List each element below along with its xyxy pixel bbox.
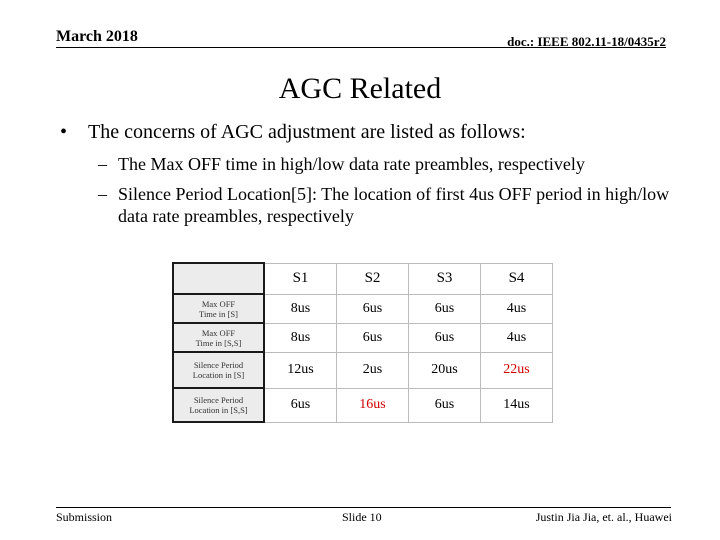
row-label-line: Location in [S,S] — [189, 405, 248, 415]
table-cell: 20us — [409, 352, 481, 388]
sub-bullet-text: The Max OFF time in high/low data rate preambles, respectively — [118, 154, 585, 174]
table-cell: 2us — [337, 352, 409, 388]
row-label-line: Max OFF — [201, 298, 236, 309]
sub-bullet-1 — [98, 153, 678, 175]
table-cell: 4us — [481, 294, 553, 323]
column-header: S4 — [481, 263, 553, 294]
slide-title: AGC Related — [278, 72, 442, 105]
table-header-row — [173, 263, 553, 294]
footer-submission: Submission — [56, 510, 113, 524]
row-label-line: Silence Period — [193, 360, 244, 370]
column-header: S1 — [264, 263, 337, 294]
bullet-main — [60, 121, 526, 144]
row-label-line: Time in [S,S] — [195, 337, 242, 348]
row-label-line: Time in [S] — [199, 308, 238, 319]
bullet-main-text: The concerns of AGC adjustment are listed as follows: — [88, 121, 526, 143]
footer-divider — [56, 507, 671, 508]
table-row — [173, 323, 553, 352]
row-label-image — [173, 352, 264, 388]
table-cell: 14us — [481, 388, 553, 422]
row-label-image — [173, 323, 264, 352]
header-divider — [56, 47, 666, 48]
header-date: March 2018 — [56, 28, 138, 45]
table-cell: 22us — [481, 352, 553, 388]
table-cell: 4us — [481, 323, 553, 352]
table-cell: 8us — [264, 323, 337, 352]
row-label-line: Location in [S] — [192, 370, 245, 380]
footer-authors: Justin Jia Jia, et. al., Huawei — [535, 510, 672, 524]
table-row — [173, 352, 553, 388]
table-cell: 6us — [409, 294, 481, 323]
sub-bullet-marker: – — [98, 154, 107, 174]
sub-bullet-text: Silence Period Location[5]: The location of first 4us OFF period in high/low data rate preambles, respectively — [118, 184, 670, 226]
row-label-image — [173, 294, 264, 323]
table-row — [173, 294, 553, 323]
table-cell: 6us — [409, 388, 481, 422]
table-corner-cell — [173, 263, 264, 294]
header-doc-id: doc.: IEEE 802.11-18/0435r2 — [507, 34, 666, 49]
sub-bullet-2 — [98, 183, 678, 227]
bullet-marker: • — [60, 121, 68, 143]
row-label-line: Silence Period — [193, 395, 244, 405]
table-cell: 6us — [409, 323, 481, 352]
table-row — [173, 388, 553, 422]
footer-slide-number: Slide 10 — [342, 510, 382, 524]
row-label-line: Max OFF — [201, 327, 236, 338]
column-header: S3 — [409, 263, 481, 294]
agc-table — [172, 262, 553, 423]
column-header: S2 — [337, 263, 409, 294]
table-cell: 6us — [337, 323, 409, 352]
table-cell: 16us — [337, 388, 409, 422]
sub-bullet-marker: – — [98, 184, 107, 204]
row-label-image — [173, 388, 264, 422]
table-cell: 8us — [264, 294, 337, 323]
table-cell: 12us — [264, 352, 337, 388]
table-cell: 6us — [264, 388, 337, 422]
table-cell: 6us — [337, 294, 409, 323]
